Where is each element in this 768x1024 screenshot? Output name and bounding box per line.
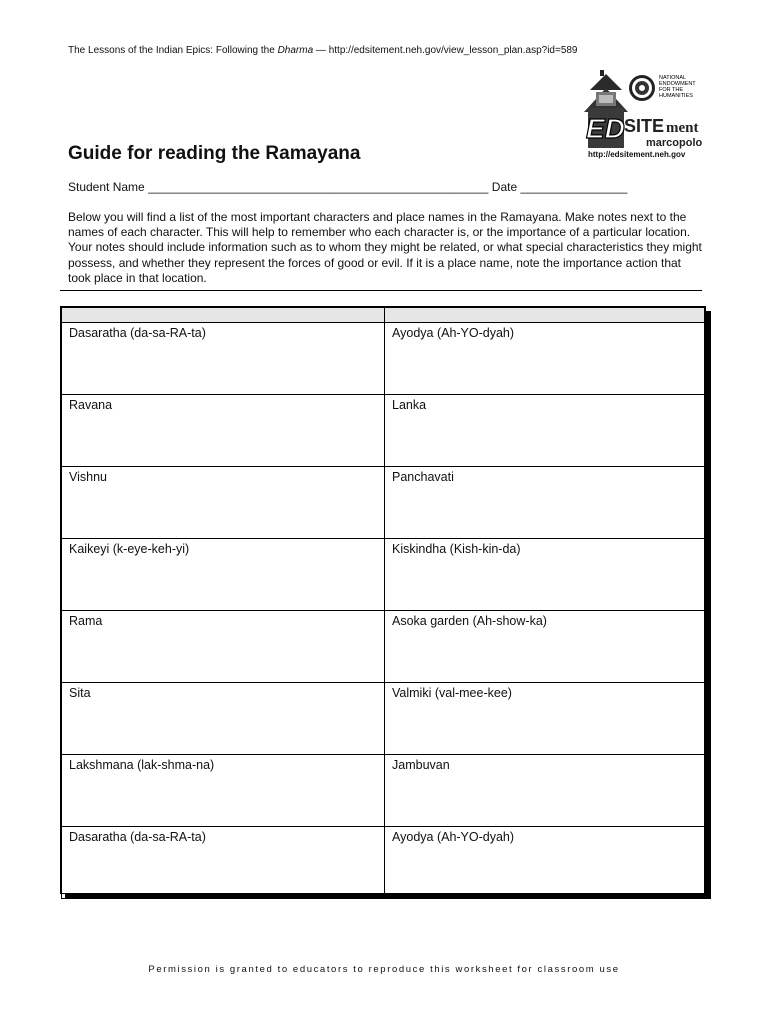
character-cell[interactable]: Sita bbox=[62, 683, 385, 755]
table-row bbox=[62, 323, 705, 395]
divider bbox=[60, 290, 702, 291]
place-cell[interactable]: Jambuvan bbox=[385, 755, 705, 827]
place-cell[interactable]: Kiskindha (Kish-kin-da) bbox=[385, 539, 705, 611]
character-cell[interactable]: Lakshmana (lak-shma-na) bbox=[62, 755, 385, 827]
date-label: Date bbox=[491, 180, 518, 194]
character-cell[interactable]: Dasaratha (da-sa-RA-ta) bbox=[62, 827, 385, 899]
character-cell[interactable]: Ravana bbox=[62, 395, 385, 467]
place-cell[interactable]: Panchavati bbox=[385, 467, 705, 539]
character-cell[interactable]: Kaikeyi (k-eye-keh-yi) bbox=[62, 539, 385, 611]
characters-table bbox=[60, 306, 706, 894]
place-cell[interactable]: Ayodya (Ah-YO-dyah) bbox=[385, 827, 705, 899]
student-fields bbox=[68, 180, 627, 194]
table-row bbox=[62, 827, 705, 899]
neh-line-2: ENDOWMENT bbox=[659, 81, 696, 87]
table-header-cell-left bbox=[62, 308, 385, 323]
neh-line-3: FOR THE bbox=[659, 87, 684, 93]
table-row bbox=[62, 611, 705, 683]
header-citation bbox=[68, 45, 578, 56]
place-cell[interactable]: Lanka bbox=[385, 395, 705, 467]
edsitement-logo bbox=[584, 68, 704, 162]
logo-url: http://edsitement.neh.gov bbox=[588, 150, 686, 159]
page-title: Guide for reading the Ramayana bbox=[68, 143, 361, 164]
neh-line-4: HUMANITIES bbox=[659, 93, 693, 99]
header-prefix: The Lessons of the Indian Epics: Following the bbox=[68, 45, 278, 56]
table-header-row bbox=[62, 308, 705, 323]
place-cell[interactable]: Ayodya (Ah-YO-dyah) bbox=[385, 323, 705, 395]
logo-ment: ment bbox=[666, 120, 699, 136]
character-cell[interactable]: Rama bbox=[62, 611, 385, 683]
date-blank[interactable]: ________________ bbox=[520, 180, 628, 194]
logo-marcopolo: marcopolo bbox=[646, 137, 703, 149]
logo-site: SITE bbox=[624, 116, 665, 136]
header-suffix: — http://edsitement.neh.gov/view_lesson_plan.asp?id=589 bbox=[313, 45, 578, 56]
table-row bbox=[62, 755, 705, 827]
header-italic: Dharma bbox=[277, 45, 314, 56]
logo-ed: ED bbox=[586, 113, 625, 144]
table-row bbox=[62, 467, 705, 539]
character-cell[interactable]: Vishnu bbox=[62, 467, 385, 539]
neh-line-1: NATIONAL bbox=[659, 75, 687, 81]
table-header-cell-right bbox=[385, 308, 705, 323]
place-cell[interactable]: Valmiki (val-mee-kee) bbox=[385, 683, 705, 755]
table-row bbox=[62, 683, 705, 755]
character-cell[interactable]: Dasaratha (da-sa-RA-ta) bbox=[62, 323, 385, 395]
schoolhouse-logo-icon bbox=[584, 68, 704, 150]
table-row bbox=[62, 395, 705, 467]
instructions-paragraph: Below you will find a list of the most important characters and place names in the Ramayana. Make notes next to the names of each character. This will help to remember who each character is, or the importance of a particular location. Your notes should include information such as to whom they might be related, or what special characteristics they might possess, and whether they represent the forces of good or evil. If it is a place name, note the importance action that took place in that location. bbox=[68, 210, 702, 285]
permission-footer: Permission is granted to educators to reproduce this worksheet for classroom use bbox=[148, 964, 620, 975]
student-name-label: Student Name bbox=[68, 180, 145, 194]
student-name-blank[interactable]: ___________________________________________________ bbox=[148, 180, 489, 194]
place-cell[interactable]: Asoka garden (Ah-show-ka) bbox=[385, 611, 705, 683]
table-row bbox=[62, 539, 705, 611]
